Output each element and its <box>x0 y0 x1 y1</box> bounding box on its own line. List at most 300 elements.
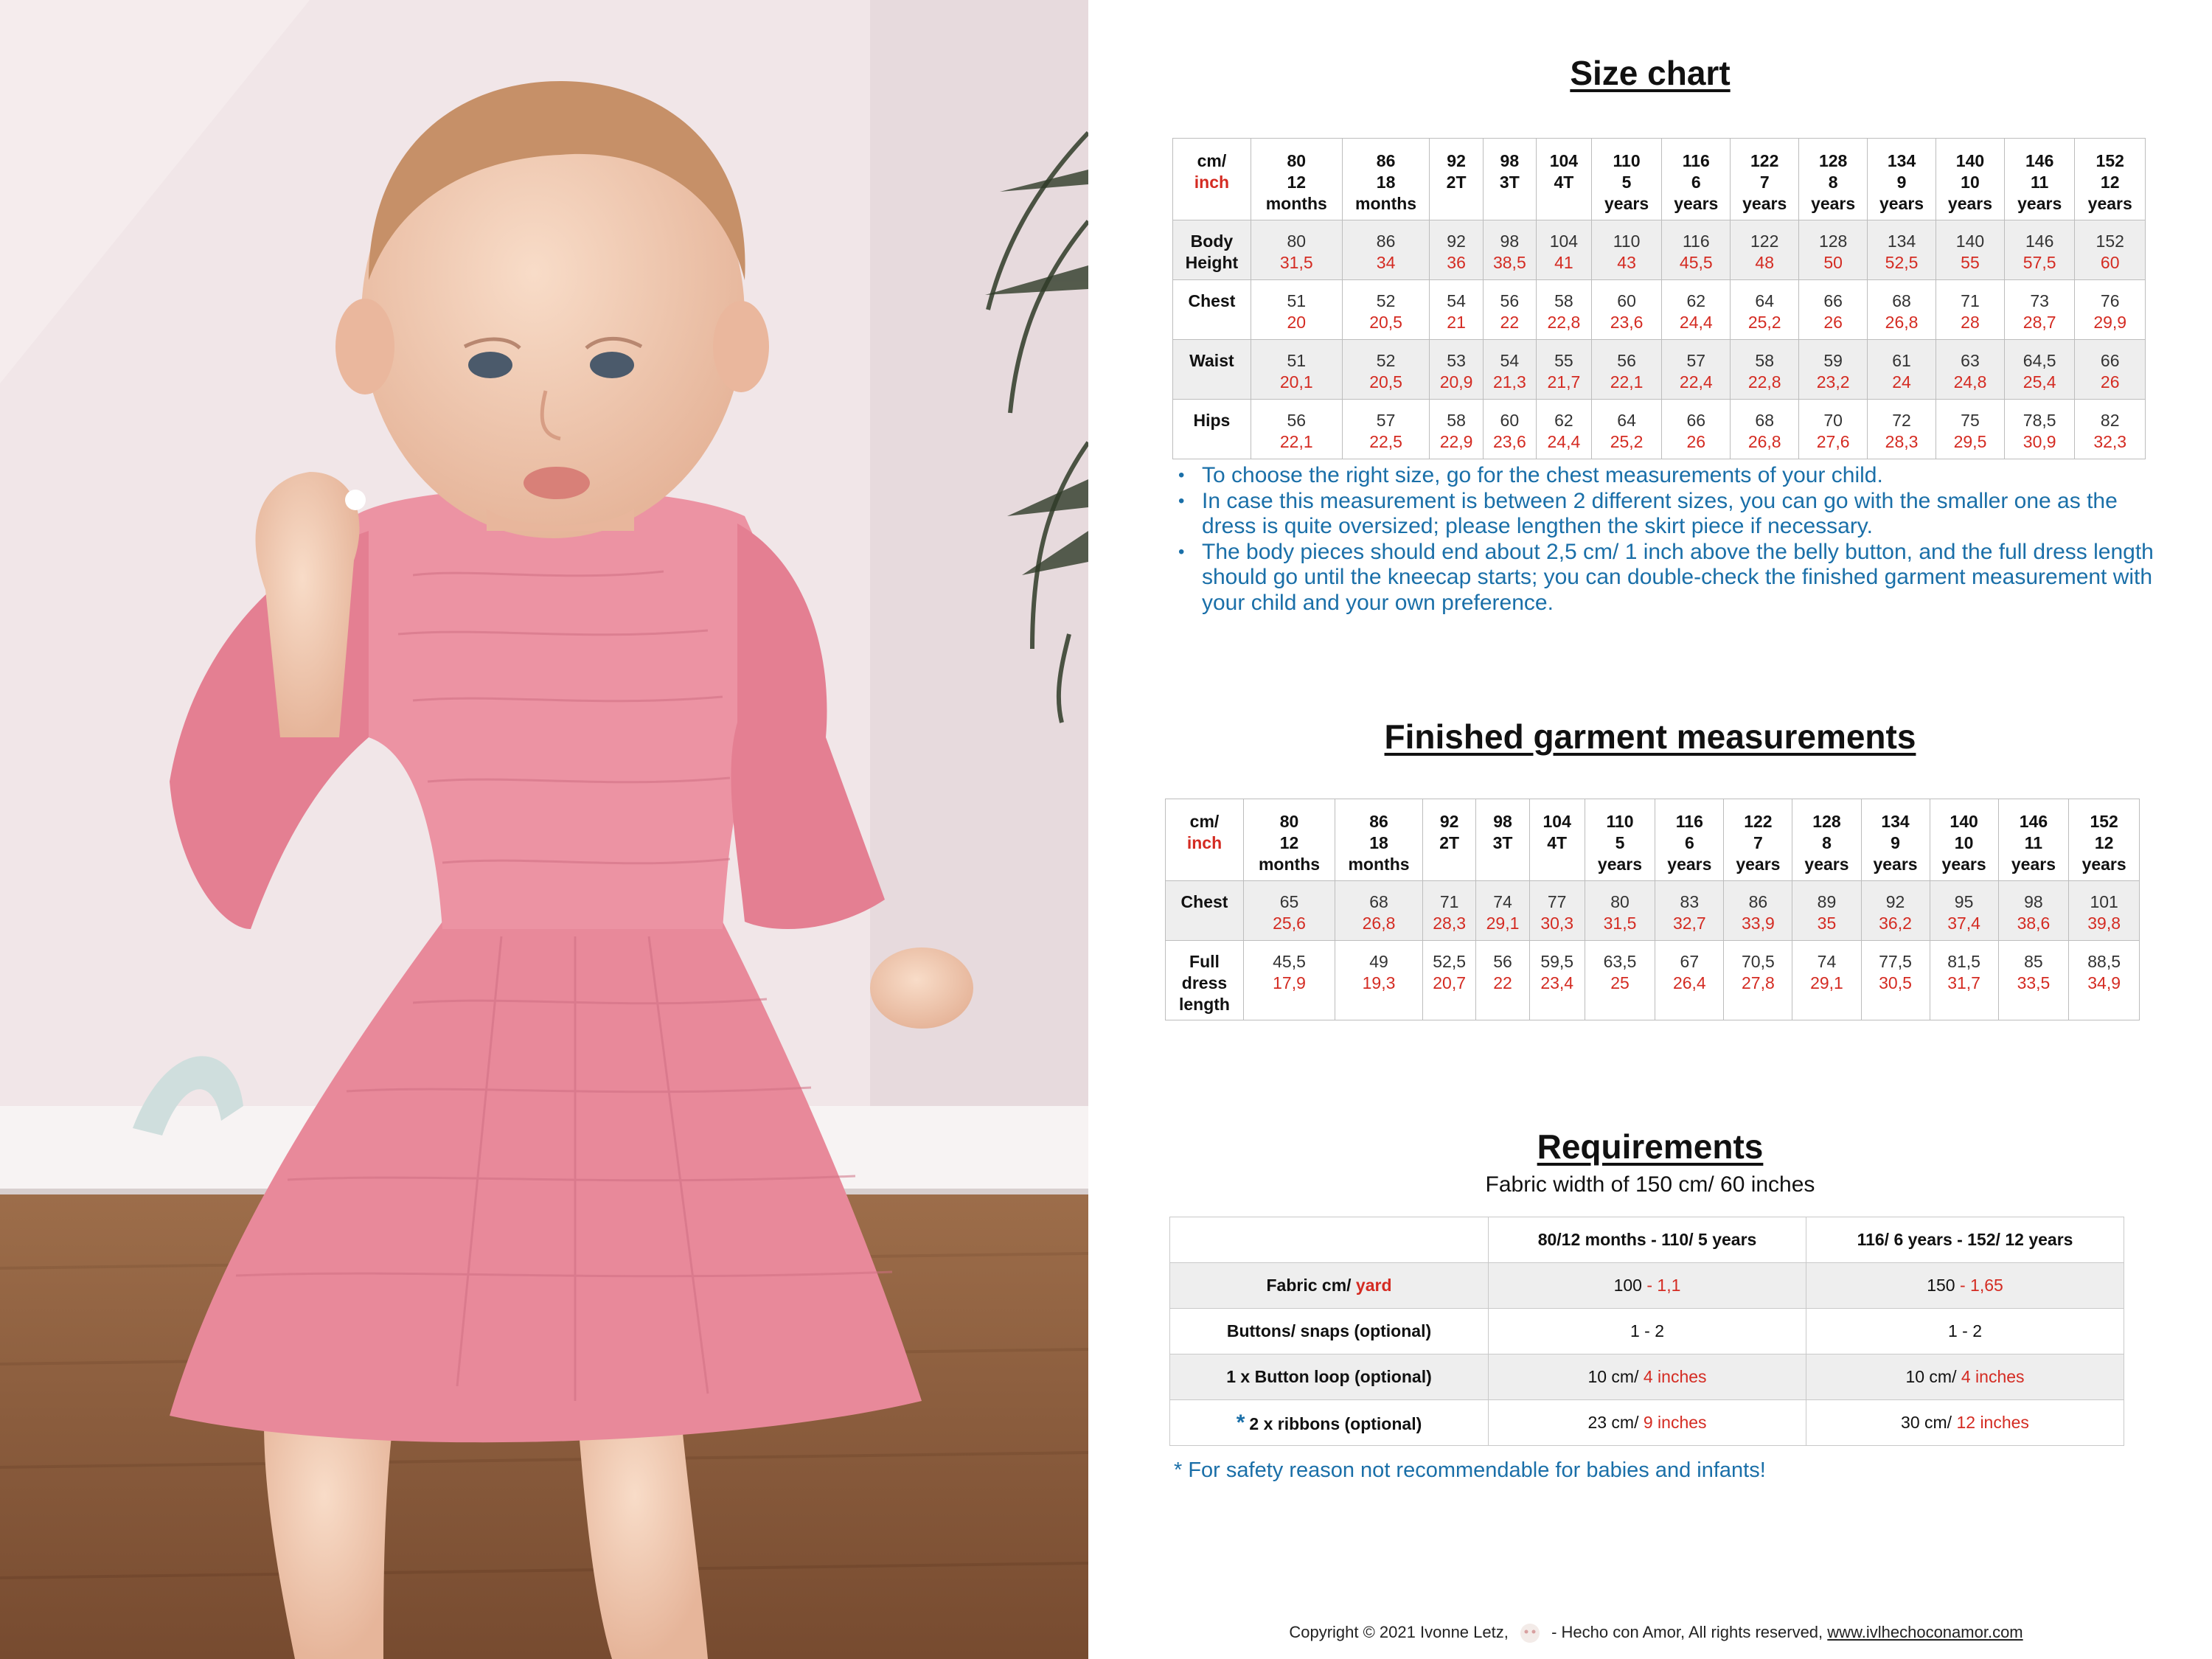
size-age: 9 <box>1891 833 1900 852</box>
finished-unit-header <box>1166 799 1244 881</box>
size-cm: 116 <box>1682 151 1710 170</box>
finished-size-header-104 <box>1529 799 1585 881</box>
finished-value-cell <box>1655 941 1724 1020</box>
size-chart-size-header-110 <box>1591 139 1662 220</box>
size-age: 6 <box>1684 833 1694 852</box>
value-inch: 26,8 <box>1885 313 1919 332</box>
value-cm: 70 <box>1823 411 1843 430</box>
value-cm: 57 <box>1376 411 1396 430</box>
child-in-pink-dress-illustration <box>0 0 1088 1659</box>
size-chart-row-label <box>1173 280 1251 340</box>
value-cm: 51 <box>1287 351 1307 370</box>
value-inch: 30,5 <box>1879 973 1912 992</box>
value-cm: 66 <box>1686 411 1706 430</box>
finished-size-header-128 <box>1792 799 1861 881</box>
value-cm: 54 <box>1500 351 1520 370</box>
value-inch: 52,5 <box>1885 253 1919 272</box>
size-age-unit: years <box>2011 855 2056 874</box>
unit-inch-label: inch <box>1194 173 1230 192</box>
size-age: 5 <box>1615 833 1625 852</box>
value-inch: 27,8 <box>1742 973 1775 992</box>
size-chart-value-cell <box>2075 340 2146 400</box>
size-chart-unit-header <box>1173 139 1251 220</box>
size-cm: 134 <box>1881 812 1910 831</box>
value-inch: 28 <box>1961 313 1980 332</box>
size-chart-row-label <box>1173 340 1251 400</box>
finished-size-header-110 <box>1585 799 1655 881</box>
requirement-value-cm: 1 - 2 <box>1947 1321 1983 1340</box>
size-cm: 80 <box>1287 151 1307 170</box>
size-chart-value-cell <box>1799 280 1868 340</box>
size-cm: 122 <box>1744 812 1773 831</box>
value-inch: 23,4 <box>1540 973 1574 992</box>
size-cm: 152 <box>2096 151 2124 170</box>
size-age: 9 <box>1896 173 1907 192</box>
finished-value-cell <box>1335 881 1423 941</box>
value-cm: 89 <box>1817 892 1837 911</box>
size-notes-list <box>1174 463 2162 616</box>
requirements-row <box>1170 1354 2124 1400</box>
value-inch: 26,8 <box>1747 432 1781 451</box>
finished-value-cell <box>1998 941 2069 1020</box>
size-cm: 122 <box>1750 151 1779 170</box>
value-cm: 71 <box>1439 892 1459 911</box>
finished-value-cell <box>1861 881 1930 941</box>
size-age: 5 <box>1621 173 1632 192</box>
value-inch: 34,9 <box>2087 973 2121 992</box>
requirement-value-imperial: 12 inches <box>1956 1413 2029 1432</box>
value-inch: 29,1 <box>1810 973 1843 992</box>
requirement-value-imperial: 1,1 <box>1657 1276 1681 1295</box>
value-cm: 98 <box>2024 892 2043 911</box>
value-cm: 81,5 <box>1947 952 1980 971</box>
size-cm: 116 <box>1675 812 1703 831</box>
size-chart-row <box>1173 220 2146 280</box>
finished-row-label <box>1166 941 1244 1020</box>
value-cm: 59,5 <box>1540 952 1574 971</box>
requirement-value <box>1489 1354 1806 1400</box>
requirement-name: 2 x ribbons (optional) <box>1249 1413 1422 1433</box>
size-age-unit: years <box>2087 194 2132 213</box>
value-cm: 86 <box>1376 232 1396 251</box>
size-age: 8 <box>1822 833 1832 852</box>
value-cm: 77 <box>1547 892 1567 911</box>
value-inch: 29,9 <box>2093 313 2127 332</box>
row-label-line: Body <box>1190 232 1234 251</box>
size-chart-value-cell <box>1430 400 1483 459</box>
value-cm: 52 <box>1376 351 1396 370</box>
size-cm: 140 <box>1950 812 1978 831</box>
size-cm: 110 <box>1613 151 1641 170</box>
requirement-value <box>1806 1400 2124 1446</box>
value-inch: 23,6 <box>1610 313 1644 332</box>
size-age-unit: months <box>1258 855 1321 874</box>
value-inch: 39,8 <box>2087 914 2121 933</box>
value-inch: 20 <box>1287 313 1307 332</box>
finished-value-cell <box>1585 881 1655 941</box>
size-age-unit: years <box>1742 194 1787 213</box>
value-inch: 38,6 <box>2017 914 2051 933</box>
requirements-row <box>1170 1400 2124 1446</box>
size-chart-title: Size chart <box>1570 54 1731 92</box>
value-cm: 56 <box>1493 952 1512 971</box>
value-inch: 28,7 <box>2023 313 2056 332</box>
value-cm: 60 <box>1500 411 1520 430</box>
size-age-unit: months <box>1265 194 1327 213</box>
size-chart-value-cell <box>1483 340 1536 400</box>
value-inch: 21,3 <box>1492 372 1526 392</box>
size-chart-value-cell <box>1342 220 1430 280</box>
requirement-unit: yard <box>1355 1276 1392 1295</box>
size-age-unit: years <box>2081 855 2126 874</box>
finished-value-cell <box>1422 881 1475 941</box>
value-cm: 63 <box>1961 351 1980 370</box>
size-age: 3T <box>1492 833 1513 852</box>
size-cm: 98 <box>1493 812 1512 831</box>
value-inch: 21,7 <box>1547 372 1581 392</box>
size-chart-value-cell <box>1731 400 1799 459</box>
value-cm: 68 <box>1755 411 1774 430</box>
size-age: 12 <box>1279 833 1299 852</box>
size-cm: 152 <box>2090 812 2118 831</box>
size-age-unit: years <box>1947 194 1993 213</box>
finished-size-header-140 <box>1930 799 1998 881</box>
value-inch: 22,8 <box>1747 372 1781 392</box>
value-inch: 30,9 <box>2023 432 2056 451</box>
size-chart-value-cell <box>1731 280 1799 340</box>
value-inch: 38,5 <box>1492 253 1526 272</box>
size-age-unit: years <box>1879 194 1924 213</box>
value-inch: 22,9 <box>1439 432 1473 451</box>
size-chart-size-header-104 <box>1536 139 1591 220</box>
finished-value-cell <box>1335 941 1423 1020</box>
size-chart-value-cell <box>1591 400 1662 459</box>
size-age: 7 <box>1759 173 1770 192</box>
unit-cm-label: cm/ <box>1197 151 1227 170</box>
size-chart-value-cell <box>2004 220 2075 280</box>
value-cm: 80 <box>1610 892 1630 911</box>
value-inch: 26 <box>1823 313 1843 332</box>
finished-measurements-title: Finished garment measurements <box>1384 717 1916 756</box>
size-age-unit: years <box>1736 855 1781 874</box>
size-chart-row <box>1173 280 2146 340</box>
size-chart-header-row <box>1173 139 2146 220</box>
value-inch: 26 <box>2100 372 2120 392</box>
value-cm: 92 <box>1885 892 1905 911</box>
size-cm: 146 <box>2025 151 2054 170</box>
size-chart-size-header-98 <box>1483 139 1536 220</box>
finished-value-cell <box>1930 881 1998 941</box>
value-inch: 22,4 <box>1679 372 1713 392</box>
value-cm: 140 <box>1955 232 1985 251</box>
requirements-row-label <box>1170 1263 1489 1309</box>
value-inch: 36 <box>1447 253 1466 272</box>
size-chart-value-cell <box>1430 280 1483 340</box>
value-inch: 20,5 <box>1369 313 1402 332</box>
value-inch: 25,6 <box>1273 914 1306 933</box>
size-age-unit: years <box>1941 855 1986 874</box>
size-chart-value-cell <box>1536 220 1591 280</box>
requirements-table <box>1169 1217 2124 1446</box>
value-inch: 22 <box>1500 313 1520 332</box>
size-age: 12 <box>2094 833 2114 852</box>
size-chart-value-cell <box>1342 340 1430 400</box>
value-cm: 95 <box>1954 892 1974 911</box>
value-inch: 41 <box>1554 253 1573 272</box>
size-chart-value-cell <box>1731 220 1799 280</box>
row-label-line: Hips <box>1193 411 1231 430</box>
value-inch: 28,3 <box>1433 914 1467 933</box>
size-guide-panel <box>1088 0 2212 1659</box>
value-inch: 32,3 <box>2093 432 2127 451</box>
finished-value-cell <box>1529 881 1585 941</box>
value-inch: 29,1 <box>1486 914 1520 933</box>
value-inch: 31,7 <box>1947 973 1980 992</box>
product-photo <box>0 0 1088 1659</box>
value-cm: 58 <box>1755 351 1774 370</box>
size-age-unit: years <box>1873 855 1918 874</box>
brand-logo-icon <box>1517 1622 1543 1644</box>
value-cm: 74 <box>1817 952 1837 971</box>
size-chart-value-cell <box>1342 400 1430 459</box>
requirement-value-cm: 10 cm/ <box>1905 1367 1961 1386</box>
finished-size-header-134 <box>1861 799 1930 881</box>
value-inch: 25,2 <box>1610 432 1644 451</box>
size-chart-value-cell <box>1662 340 1731 400</box>
finished-value-cell <box>1476 881 1529 941</box>
value-inch: 25 <box>1610 973 1630 992</box>
value-cm: 59 <box>1823 351 1843 370</box>
value-cm: 83 <box>1680 892 1700 911</box>
value-cm: 110 <box>1613 232 1641 251</box>
value-cm: 56 <box>1500 291 1520 310</box>
size-chart-value-cell <box>1936 280 2005 340</box>
value-cm: 56 <box>1287 411 1307 430</box>
value-cm: 78,5 <box>2023 411 2056 430</box>
size-cm: 92 <box>1439 812 1459 831</box>
size-chart-size-header-134 <box>1868 139 1936 220</box>
value-cm: 49 <box>1369 952 1388 971</box>
value-cm: 53 <box>1447 351 1466 370</box>
requirements-row-label <box>1170 1309 1489 1354</box>
size-chart-value-cell <box>1251 220 1342 280</box>
requirement-value-cm: 30 cm/ <box>1901 1413 1957 1432</box>
value-cm: 58 <box>1554 291 1573 310</box>
value-cm: 71 <box>1961 291 1980 310</box>
value-inch: 22 <box>1493 973 1512 992</box>
requirement-name: Buttons/ snaps (optional) <box>1226 1321 1432 1340</box>
requirement-value-cm: 100 <box>1613 1276 1642 1295</box>
size-chart-value-cell <box>1483 280 1536 340</box>
value-cm: 134 <box>1887 232 1916 251</box>
size-age-unit: years <box>1804 855 1849 874</box>
finished-value-cell <box>1998 881 2069 941</box>
value-inch: 36,2 <box>1879 914 1912 933</box>
finished-size-header-116 <box>1655 799 1724 881</box>
value-cm: 82 <box>2100 411 2120 430</box>
value-cm: 52 <box>1376 291 1396 310</box>
value-cm: 68 <box>1892 291 1911 310</box>
copyright-footer <box>1088 1622 2212 1644</box>
value-inch: 19,3 <box>1362 973 1396 992</box>
value-inch: 57,5 <box>2023 253 2056 272</box>
requirement-value-imperial: 9 inches <box>1643 1413 1707 1432</box>
size-note: • To choose the right size, go for the chest measurements of your child. <box>1174 463 2162 489</box>
size-cm: 92 <box>1447 151 1466 170</box>
requirements-subtitle: Fabric width of 150 cm/ 60 inches <box>1485 1172 1815 1197</box>
requirement-value <box>1489 1400 1806 1446</box>
size-cm: 134 <box>1887 151 1916 170</box>
value-cm: 58 <box>1447 411 1466 430</box>
finished-size-header-98 <box>1476 799 1529 881</box>
finished-size-header-80 <box>1243 799 1335 881</box>
value-cm: 88,5 <box>2087 952 2121 971</box>
value-cm: 128 <box>1818 232 1848 251</box>
size-chart-value-cell <box>1342 280 1430 340</box>
requirement-value-imperial: 1,65 <box>1970 1276 2003 1295</box>
requirements-col-large: 116/ 6 years - 152/ 12 years <box>1806 1217 2124 1263</box>
value-inch: 43 <box>1617 253 1636 272</box>
value-inch: 30,3 <box>1540 914 1574 933</box>
finished-value-cell <box>1655 881 1724 941</box>
value-cm: 54 <box>1447 291 1466 310</box>
size-chart-value-cell <box>1430 340 1483 400</box>
size-chart-size-header-92 <box>1430 139 1483 220</box>
size-age-unit: months <box>1355 194 1417 213</box>
size-age-unit: years <box>1674 194 1719 213</box>
size-age: 11 <box>2031 173 2049 192</box>
size-age: 3T <box>1499 173 1520 192</box>
size-age: 11 <box>2024 833 2043 852</box>
unit-inch-label: inch <box>1186 833 1222 852</box>
value-cm: 62 <box>1686 291 1706 310</box>
size-cm: 86 <box>1376 151 1396 170</box>
value-cm: 60 <box>1617 291 1636 310</box>
finished-value-cell <box>1422 941 1475 1020</box>
size-age: 4T <box>1547 833 1568 852</box>
row-label-line: Chest <box>1180 892 1228 911</box>
value-inch: 20,1 <box>1279 372 1313 392</box>
size-age: 6 <box>1691 173 1701 192</box>
size-cm: 140 <box>1955 151 1985 170</box>
requirement-value <box>1806 1263 2124 1309</box>
finished-size-header-86 <box>1335 799 1423 881</box>
size-chart-value-cell <box>1868 340 1936 400</box>
size-chart-value-cell <box>1868 280 1936 340</box>
size-age: 7 <box>1753 833 1763 852</box>
value-inch: 20,9 <box>1439 372 1473 392</box>
value-inch: 31,5 <box>1279 253 1313 272</box>
size-chart-value-cell <box>1483 220 1536 280</box>
value-cm: 77,5 <box>1879 952 1912 971</box>
value-inch: 31,5 <box>1603 914 1637 933</box>
value-cm: 152 <box>2096 232 2124 251</box>
copyright-text: Copyright © 2021 Ivonne Letz, <box>1289 1622 1509 1641</box>
size-chart-value-cell <box>1591 280 1662 340</box>
size-cm: 80 <box>1279 812 1299 831</box>
size-chart-value-cell <box>1591 220 1662 280</box>
size-chart-value-cell <box>1799 400 1868 459</box>
size-age: 10 <box>1954 833 1974 852</box>
size-chart-value-cell <box>2075 400 2146 459</box>
value-cm: 146 <box>2025 232 2054 251</box>
size-chart-value-cell <box>1662 280 1731 340</box>
finished-value-cell <box>2069 941 2140 1020</box>
value-inch: 24,4 <box>1547 432 1581 451</box>
finished-row <box>1166 941 2140 1020</box>
value-cm: 85 <box>2024 952 2043 971</box>
size-chart-value-cell <box>2075 220 2146 280</box>
requirements-row <box>1170 1263 2124 1309</box>
value-inch: 26 <box>1686 432 1706 451</box>
size-chart-size-header-146 <box>2004 139 2075 220</box>
requirement-separator: - <box>1955 1276 1971 1295</box>
size-age-unit: years <box>1604 194 1649 213</box>
value-inch: 29,5 <box>1953 432 1987 451</box>
value-inch: 35 <box>1817 914 1837 933</box>
value-inch: 20,5 <box>1369 372 1402 392</box>
website-link[interactable]: www.ivlhechoconamor.com <box>1827 1622 2023 1641</box>
requirement-value <box>1806 1309 2124 1354</box>
value-cm: 98 <box>1500 232 1520 251</box>
finished-value-cell <box>1792 941 1861 1020</box>
value-inch: 22,1 <box>1279 432 1313 451</box>
size-chart-row-label <box>1173 400 1251 459</box>
size-cm: 110 <box>1606 812 1634 831</box>
size-chart-value-cell <box>1662 400 1731 459</box>
finished-value-cell <box>2069 881 2140 941</box>
size-cm: 128 <box>1812 812 1841 831</box>
finished-value-cell <box>1861 941 1930 1020</box>
size-chart-row <box>1173 400 2146 459</box>
size-cm: 98 <box>1500 151 1520 170</box>
size-chart-value-cell <box>1536 340 1591 400</box>
size-age-unit: years <box>1811 194 1856 213</box>
value-inch: 33,9 <box>1742 914 1775 933</box>
row-label-line: length <box>1178 995 1230 1014</box>
value-inch: 24,8 <box>1953 372 1987 392</box>
value-inch: 22,5 <box>1369 432 1402 451</box>
size-chart-table <box>1172 138 2146 459</box>
requirements-col-small: 80/12 months - 110/ 5 years <box>1489 1217 1806 1263</box>
requirements-header-row <box>1170 1217 2124 1263</box>
value-cm: 52,5 <box>1433 952 1467 971</box>
row-label-line: Full <box>1189 952 1220 971</box>
value-inch: 60 <box>2100 253 2120 272</box>
value-inch: 50 <box>1823 253 1843 272</box>
finished-value-cell <box>1529 941 1585 1020</box>
value-cm: 68 <box>1369 892 1388 911</box>
value-inch: 17,9 <box>1273 973 1306 992</box>
size-chart-value-cell <box>1251 280 1342 340</box>
row-label-line: Waist <box>1189 351 1234 370</box>
requirements-row-label <box>1170 1354 1489 1400</box>
value-cm: 72 <box>1892 411 1911 430</box>
size-chart-size-header-116 <box>1662 139 1731 220</box>
size-chart-value-cell <box>2004 280 2075 340</box>
requirement-value <box>1489 1309 1806 1354</box>
value-cm: 86 <box>1748 892 1768 911</box>
value-inch: 28,3 <box>1885 432 1919 451</box>
size-cm: 104 <box>1549 151 1579 170</box>
size-chart-value-cell <box>1251 400 1342 459</box>
value-cm: 67 <box>1680 952 1700 971</box>
value-cm: 75 <box>1961 411 1980 430</box>
value-cm: 62 <box>1554 411 1573 430</box>
size-chart-value-cell <box>1251 340 1342 400</box>
size-chart-size-header-140 <box>1936 139 2005 220</box>
value-cm: 64,5 <box>2023 351 2056 370</box>
